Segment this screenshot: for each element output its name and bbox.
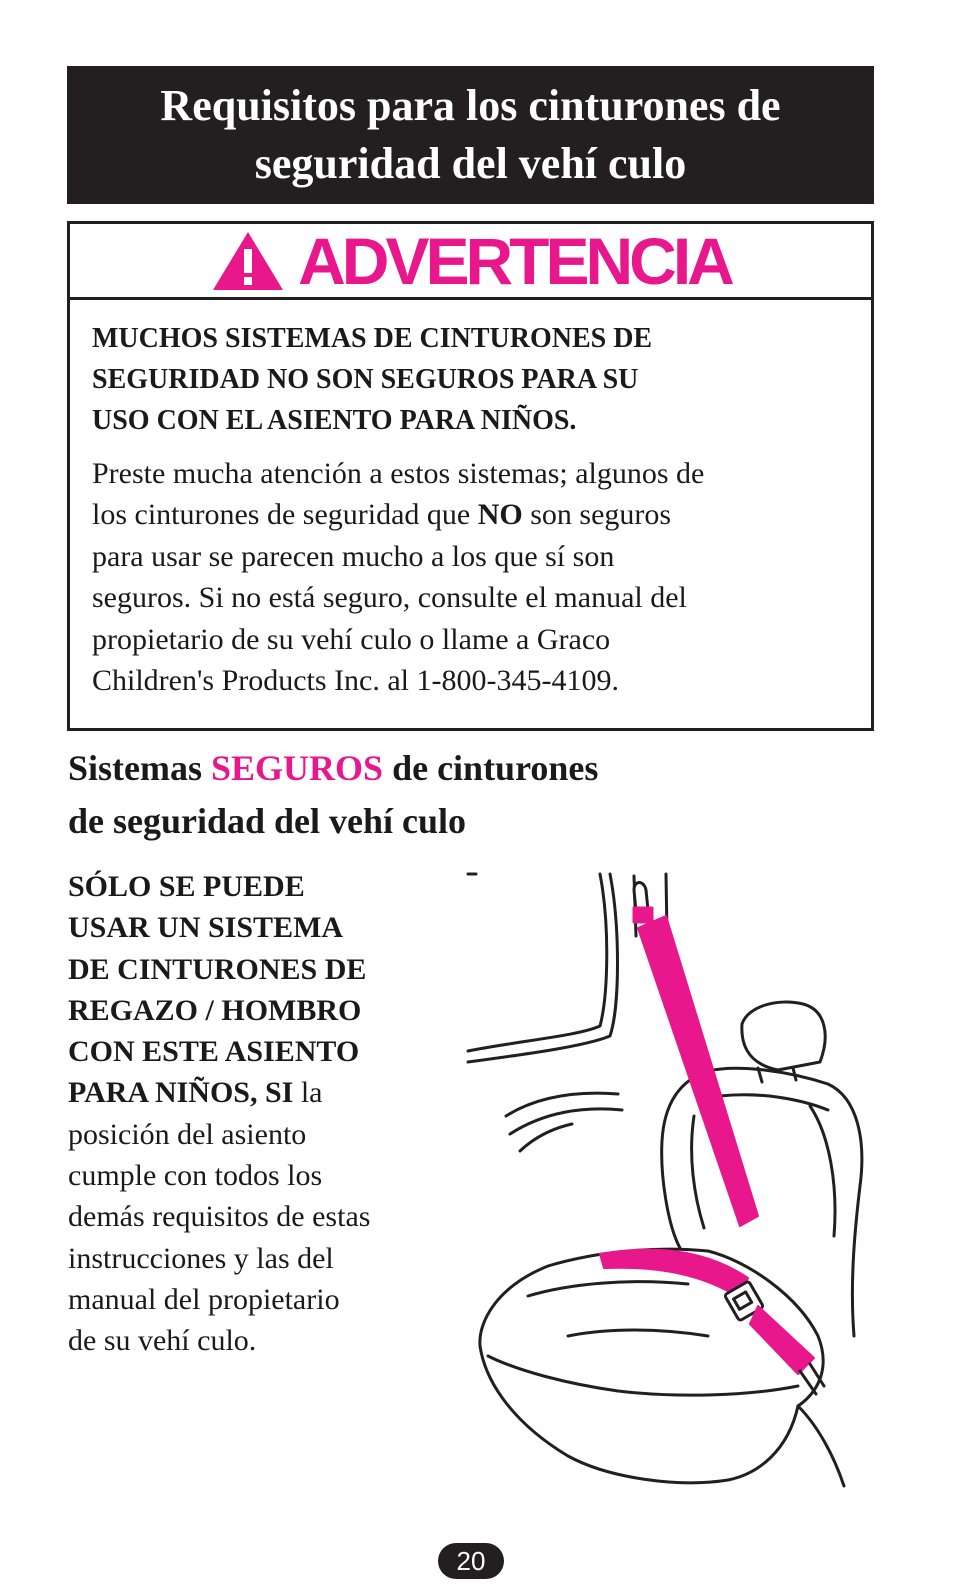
section-caps-line: CON ESTE ASIENTO <box>68 1035 360 1069</box>
section-body-part: la <box>293 1076 323 1110</box>
section-caps-line: REGAZO / HOMBRO <box>68 993 362 1027</box>
section-heading-line-1 <box>68 742 598 795</box>
section-body-line: posición del asiento <box>68 1117 307 1151</box>
warning-caps-line: MUCHOS SISTEMAS DE CINTURONES DE <box>92 323 653 354</box>
section-heading-line-2: de seguridad del vehí culo <box>68 801 467 841</box>
warning-body-text-part: son seguros <box>522 498 672 532</box>
warning-body-line <box>92 494 852 535</box>
warning-caps-line: SEGURIDAD NO SON SEGUROS PARA SU <box>92 364 639 395</box>
section-heading <box>68 742 598 848</box>
warning-body-line: Preste mucha atención a estos sistemas; algunos de <box>92 457 705 490</box>
section-caps-line: USAR UN SISTEMA <box>68 911 344 945</box>
warning-body-line: propietario de su vehí culo o llame a Graco <box>92 622 611 656</box>
warning-title: ADVERTENCIA <box>298 223 731 298</box>
section-caps-line: DE CINTURONES DE <box>68 952 367 986</box>
section-body-line: de su vehí culo. <box>68 1324 257 1358</box>
page-title-line-1: Requisitos para los cinturones de <box>160 81 781 130</box>
section-body-line: cumple con todos los <box>68 1159 323 1193</box>
warning-body-line: Children's Products Inc. al 1-800-345-4109. <box>92 664 619 698</box>
section-caps-line: PARA NIÑOS, SI <box>68 1076 294 1110</box>
page-title-line-2: seguridad del vehí culo <box>254 139 687 188</box>
car-seat-belt-illustration <box>458 866 878 1496</box>
warning-body-line: para usar se parecen mucho a los que sí son <box>92 539 615 573</box>
warning-body-line: seguros. Si no está seguro, consulte el manual del <box>92 581 687 615</box>
section-body-line: demás requisitos de estas <box>68 1200 371 1234</box>
section-body-line: instrucciones y las del <box>68 1241 334 1275</box>
section-heading-part: de cinturones <box>383 748 599 788</box>
warning-body-emphasis: NO <box>477 498 523 532</box>
warning-body-text <box>92 453 852 701</box>
warning-triangle-icon <box>210 229 286 293</box>
section-body-line: manual del propietario <box>68 1282 340 1316</box>
section-heading-highlight: SEGUROS <box>211 748 384 788</box>
page-number-badge: 20 <box>438 1543 504 1579</box>
warning-caps-text <box>92 318 832 441</box>
section-heading-part: Sistemas <box>68 748 211 788</box>
warning-box <box>67 221 874 731</box>
page-title-bar <box>67 66 874 204</box>
warning-body-text-part: los cinturones de seguridad que <box>92 498 478 532</box>
section-body-line <box>68 1072 458 1113</box>
section-caps-line: SÓLO SE PUEDE <box>68 870 305 903</box>
warning-caps-line: USO CON EL ASIENTO PARA NIÑOS. <box>92 405 577 436</box>
warning-header <box>70 224 871 300</box>
section-body-text <box>68 866 458 1362</box>
